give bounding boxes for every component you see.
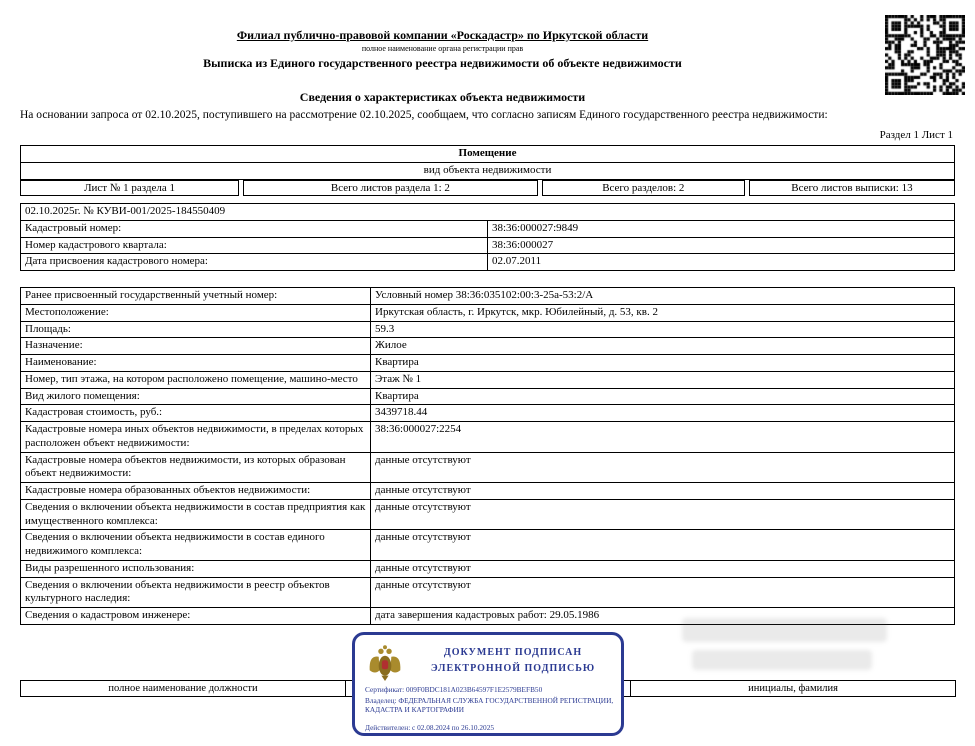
row-label: Номер кадастрового квартала: [21,237,488,254]
row-label: Виды разрешенного использования: [21,560,371,577]
table-row [21,204,955,221]
row-value: 3439718.44 [371,405,955,422]
request-basis-line: На основании запроса от 02.10.2025, поступившего на рассмотрение 02.10.2025, сообщаем, что согласно записям Единого государственного реестра недвижимости: [20,109,828,121]
row-value: дата завершения кадастровых работ: 29.05.1986 [371,608,955,625]
row-value: Квартира [371,388,955,405]
object-details-table [20,287,955,625]
row-value: 38:36:000027:2254 [371,422,955,453]
object-type-table [20,145,955,180]
qr-code [885,15,965,95]
row-value: 38:36:000027:9849 [488,220,955,237]
row-label: Сведения о кадастровом инженере: [21,608,371,625]
row-label: Дата присвоения кадастрового номера: [21,254,488,271]
coat-of-arms-icon [367,643,403,683]
table-row [21,371,955,388]
table-row [21,422,955,453]
org-name-caption: полное наименование органа регистрации прав [361,44,524,53]
row-value: Условный номер 38:36:035102:00:3-25а-53:2/А [371,288,955,305]
table-row [21,146,955,163]
table-row [21,237,955,254]
digital-signature-stamp [352,632,624,736]
row-value: Иркутская область, г. Иркутск, мкр. Юбилейный, д. 53, кв. 2 [371,304,955,321]
table-row [21,254,955,271]
row-label: Площадь: [21,321,371,338]
row-label: Местоположение: [21,304,371,321]
row-label: Сведения о включении объекта недвижимости в состав единого недвижимого комплекса: [21,530,371,561]
table-row [21,355,955,372]
table-row [21,483,955,500]
watermark-shape [692,650,872,670]
section-sheet-label: Раздел 1 Лист 1 [879,129,953,141]
watermark-shape [682,618,887,642]
row-label: Кадастровые номера объектов недвижимости, из которых образован объект недвижимости: [21,452,371,483]
table-row [21,162,955,179]
object-type-value: Помещение [21,146,955,163]
sheet-info-cell: Всего листов раздела 1: 2 [243,180,538,196]
table-row [21,405,955,422]
row-value: 38:36:000027 [488,237,955,254]
document-title: Выписка из Единого государственного реестра недвижимости об объекте недвижимости [203,56,682,70]
sheet-info-cell: Лист № 1 раздела 1 [20,180,239,196]
row-value: Этаж № 1 [371,371,955,388]
stamp-owner: Владелец: ФЕДЕРАЛЬНАЯ СЛУЖБА ГОСУДАРСТВЕННОЙ РЕГИСТРАЦИИ, КАДАСТРА И КАРТОГРАФИИ [365,696,614,715]
row-label: Кадастровый номер: [21,220,488,237]
table-row [21,388,955,405]
sheet-info-cell: Всего листов выписки: 13 [749,180,955,196]
watermark [682,618,897,678]
table-row [21,452,955,483]
qr-code-canvas [885,15,965,95]
table-row [21,288,955,305]
position-caption: полное наименование должности [21,681,346,697]
row-value: данные отсутствуют [371,452,955,483]
table-row [21,577,955,608]
row-label: Номер, тип этажа, на котором расположено помещение, машино-место [21,371,371,388]
row-label: Наименование: [21,355,371,372]
row-value: данные отсутствуют [371,577,955,608]
row-value: Жилое [371,338,955,355]
row-value: данные отсутствуют [371,499,955,530]
table-row [21,220,955,237]
sheet-info-row [20,180,955,196]
stamp-certificate: Сертификат: 009F0BDC181A023B64597F1E2579BEFB50 [365,685,543,694]
cadastral-table [20,203,955,271]
table-row [21,530,955,561]
request-number: 02.10.2025г. № КУВИ-001/2025-184550409 [21,204,955,221]
table-row [21,560,955,577]
name-caption: инициалы, фамилия [631,681,956,697]
row-value: Квартира [371,355,955,372]
row-label: Кадастровые номера иных объектов недвижимости, в пределах которых расположен объект недвижимости: [21,422,371,453]
row-label: Назначение: [21,338,371,355]
row-value: 02.07.2011 [488,254,955,271]
table-row [21,338,955,355]
stamp-validity: Действителен: с 02.08.2024 по 26.10.2025 [365,723,494,732]
row-label: Сведения о включении объекта недвижимости в реестр объектов культурного наследия: [21,577,371,608]
table-row [21,321,955,338]
stamp-title-line2: ЭЛЕКТРОННОЙ ПОДПИСЬЮ [430,663,596,674]
row-value: данные отсутствуют [371,560,955,577]
object-type-caption: вид объекта недвижимости [21,162,955,179]
sheet-info-cell: Всего разделов: 2 [542,180,745,196]
row-value: 59.3 [371,321,955,338]
row-value: данные отсутствуют [371,483,955,500]
row-value: данные отсутствуют [371,530,955,561]
table-row [21,499,955,530]
section-title: Сведения о характеристиках объекта недвижимости [299,90,586,104]
row-label: Вид жилого помещения: [21,388,371,405]
table-row [21,304,955,321]
row-label: Кадастровая стоимость, руб.: [21,405,371,422]
org-name: Филиал публично-правовой компании «Роскадастр» по Иркутской области [236,28,649,42]
row-label: Кадастровые номера образованных объектов недвижимости: [21,483,371,500]
stamp-title-line1: ДОКУМЕНТ ПОДПИСАН [443,647,583,658]
row-label: Сведения о включении объекта недвижимости в состав предприятия как имущественного комплекса: [21,499,371,530]
row-label: Ранее присвоенный государственный учетный номер: [21,288,371,305]
